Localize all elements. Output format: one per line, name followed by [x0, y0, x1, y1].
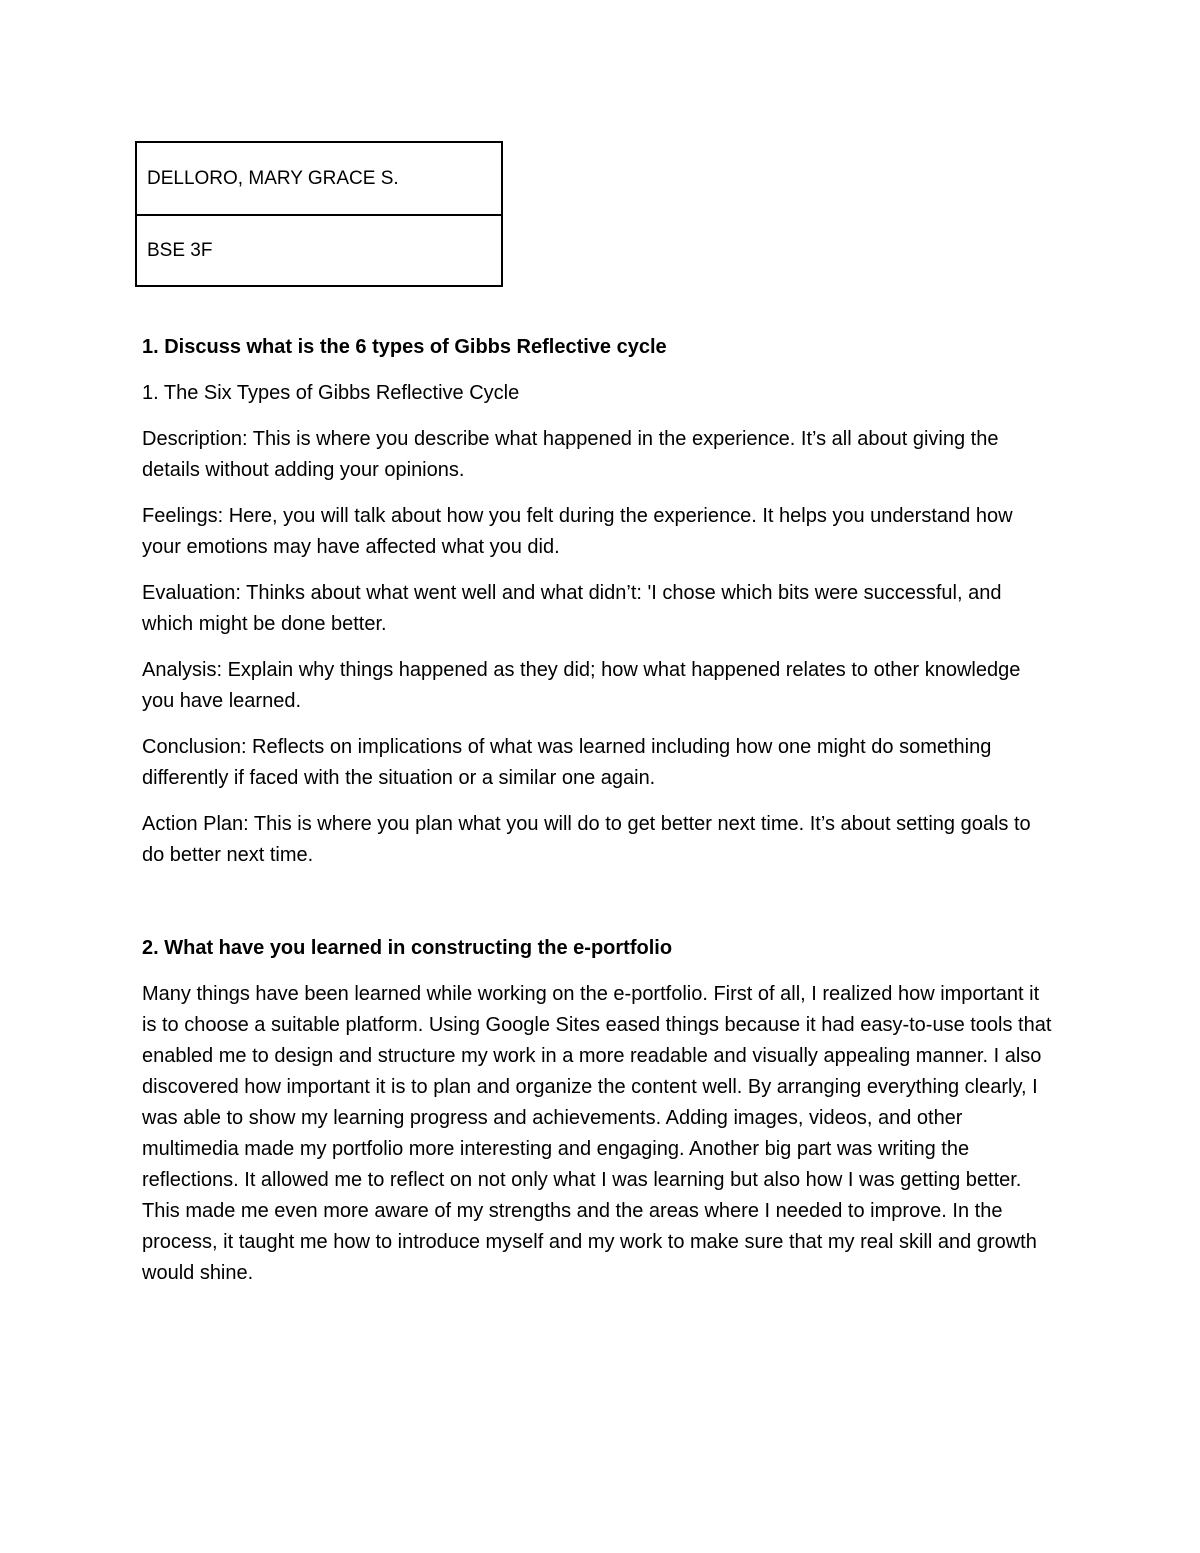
cycle-item-analysis: Analysis: Explain why things happened as they did; how what happened relates to other knowledge you have learned.	[142, 659, 1021, 712]
question-2-answer: Many things have been learned while working on the e-portfolio. First of all, I realized how important it is to choose a suitable platform. Using Google Sites eased things because it had easy-to-use tools that enabled me to design and structure my work in a more readable and visually appealing manner. I also discovered how important it is to plan and organize the content well. By arranging everything clearly, I was able to show my learning progress and achievements. Adding images, videos, and other multimedia made my portfolio more interesting and engaging. Another big part was writing the reflections. It allowed me to reflect on not only what I was learning but also how I was getting better. This made me even more aware of my strengths and the areas where I needed to improve. In the process, it taught me how to introduce myself and my work to make sure that my real skill and growth would shine.	[142, 983, 1052, 1284]
question-2-heading: 2. What have you learned in constructing the e-portfolio	[142, 937, 673, 959]
question-1-heading: 1. Discuss what is the 6 types of Gibbs Reflective cycle	[142, 336, 667, 358]
student-info-box	[135, 141, 503, 287]
question-1-subheading: 1. The Six Types of Gibbs Reflective Cycle	[142, 382, 520, 404]
cycle-item-feelings: Feelings: Here, you will talk about how you felt during the experience. It helps you understand how your emotions may have affected what you did.	[142, 505, 1013, 558]
cycle-item-evaluation: Evaluation: Thinks about what went well and what didn’t: 'I chose which bits were successful, and which might be done better.	[142, 582, 1002, 635]
student-name: DELLORO, MARY GRACE S.	[147, 167, 399, 189]
document-body	[142, 332, 1052, 1304]
cycle-item-action-plan: Action Plan: This is where you plan what you will do to get better next time. It’s about setting goals to do better next time.	[142, 813, 1031, 866]
student-section: BSE 3F	[137, 214, 501, 285]
cycle-item-conclusion: Conclusion: Reflects on implications of what was learned including how one might do something differently if faced with the situation or a similar one again.	[142, 736, 992, 789]
cycle-item-description: Description: This is where you describe what happened in the experience. It’s all about giving the details without adding your opinions.	[142, 428, 999, 481]
